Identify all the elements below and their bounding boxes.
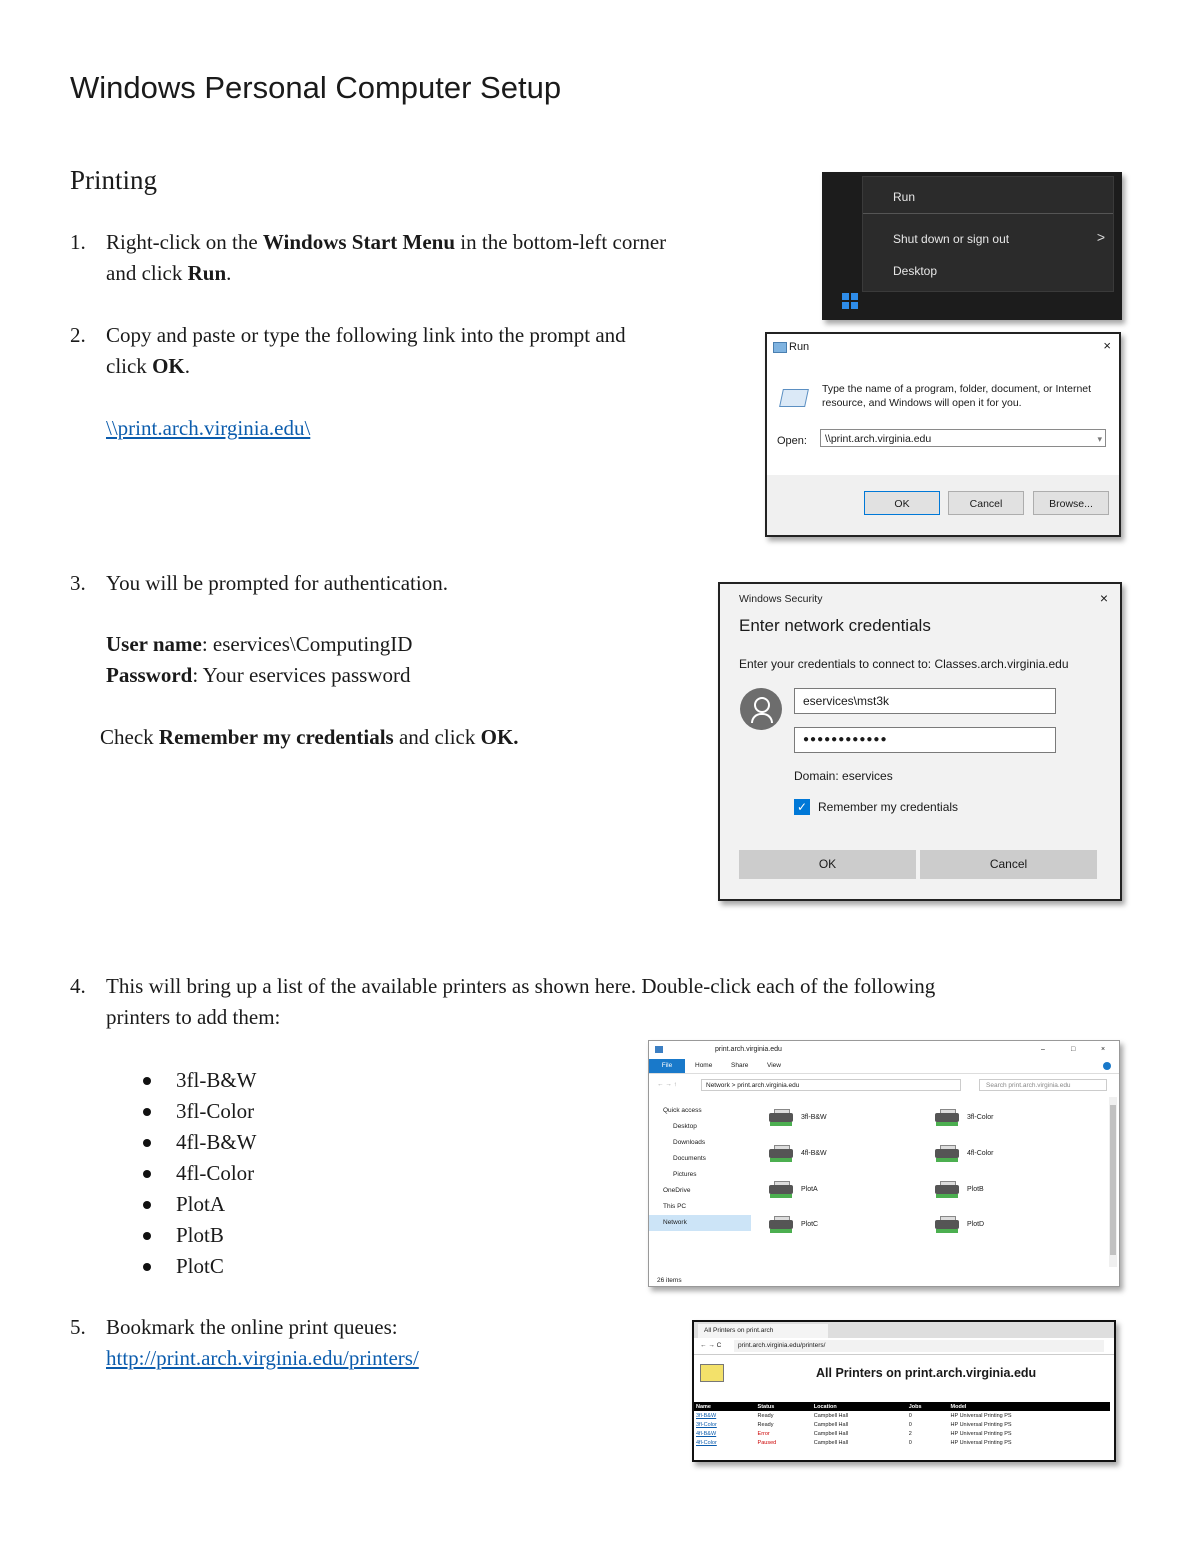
tab-share[interactable]: Share (731, 1062, 749, 1069)
table-row (694, 1411, 1110, 1420)
printer-item[interactable] (767, 1212, 907, 1238)
navigation-pane (649, 1103, 751, 1231)
maximize-icon[interactable]: □ (1071, 1046, 1076, 1053)
ribbon-tabs (649, 1059, 1119, 1074)
dialog-caption: Windows Security (739, 593, 823, 605)
close-icon[interactable]: × (1103, 338, 1111, 353)
column-header: Model (949, 1402, 1110, 1411)
open-label: Open: (777, 435, 807, 447)
open-input[interactable] (820, 429, 1106, 447)
column-header: Status (756, 1402, 812, 1411)
address-bar (649, 1077, 1119, 1093)
printer-link[interactable]: 3fl-B&W (696, 1412, 717, 1419)
step-number: 3. (70, 571, 86, 595)
printer-link[interactable]: 4fl-Color (696, 1439, 717, 1446)
tab-bar (694, 1322, 1114, 1338)
status-cell: Error (757, 1430, 770, 1437)
text: click (106, 354, 153, 378)
text: and click (393, 725, 481, 749)
ok-button[interactable]: OK (864, 491, 940, 515)
bold-text: OK (152, 354, 185, 378)
printer-list (141, 1065, 256, 1282)
cancel-button[interactable]: Cancel (920, 850, 1097, 879)
nav-item-network[interactable]: Network (649, 1215, 751, 1231)
table-header-row (694, 1402, 1110, 1411)
chevron-down-icon[interactable]: ▾ (1097, 434, 1102, 444)
model-cell: HP Universal Printing PS (950, 1421, 1012, 1428)
step-5 (70, 1312, 630, 1374)
back-forward-icon[interactable]: ← → ↑ (657, 1081, 677, 1088)
step-2 (70, 320, 750, 450)
security-dialog-screenshot (718, 582, 1122, 901)
location-cell: Campbell Hall (813, 1421, 849, 1428)
scrollbar[interactable] (1109, 1097, 1117, 1267)
browser-tab[interactable]: All Printers on print.arch (698, 1324, 828, 1338)
explorer-screenshot (648, 1040, 1120, 1287)
text: and click (106, 261, 188, 285)
printer-label: 4fl-Color (967, 1150, 994, 1157)
cancel-button[interactable]: Cancel (948, 491, 1024, 515)
bold-text: User name (106, 632, 202, 656)
bold-text: Password (106, 663, 193, 687)
page-title: Windows Personal Computer Setup (70, 70, 562, 105)
step-3 (70, 568, 690, 758)
printer-icon (767, 1181, 795, 1199)
minimize-icon[interactable]: – (1041, 1046, 1045, 1053)
tab-view[interactable]: View (767, 1062, 781, 1069)
printer-link[interactable]: 3fl-Color (696, 1421, 717, 1428)
step-text: You will be prompted for authentication. (106, 571, 448, 595)
printer-item[interactable] (767, 1177, 907, 1203)
table-row (694, 1429, 1110, 1438)
list-item: 4fl-Color (141, 1158, 256, 1189)
printer-icon (933, 1145, 961, 1163)
bold-text: Windows Start Menu (262, 230, 456, 254)
column-header: Name (694, 1402, 756, 1411)
section-title-printing: Printing (70, 165, 158, 195)
password-instruction (106, 660, 411, 691)
nav-item-this-pc[interactable]: This PC (663, 1203, 687, 1210)
status-bar: 26 items (657, 1277, 682, 1284)
printer-item[interactable] (767, 1105, 907, 1131)
printer-item[interactable] (933, 1105, 1073, 1131)
browser-screenshot (692, 1320, 1116, 1462)
status-cell: Ready (757, 1412, 774, 1419)
dialog-heading: Enter network credentials (739, 616, 931, 635)
printer-logo-icon (700, 1364, 724, 1382)
title-bar (649, 1041, 1119, 1059)
window-title: print.arch.virginia.edu (715, 1046, 782, 1053)
ok-button[interactable]: OK (739, 850, 916, 879)
printer-item[interactable] (767, 1141, 907, 1167)
table-row (694, 1420, 1110, 1429)
text: in the bottom-left corner (455, 230, 667, 254)
step-number: 4. (70, 974, 86, 998)
model-cell: HP Universal Printing PS (950, 1439, 1012, 1446)
jobs-cell: 2 (908, 1430, 912, 1437)
menu-divider (863, 213, 1113, 214)
printer-label: PlotA (801, 1186, 818, 1193)
text: . (226, 261, 232, 285)
status-cell: Ready (757, 1421, 774, 1428)
step-text: This will bring up a list of the available printers as shown here. Double-click each of the following (106, 974, 936, 998)
username-field[interactable]: eservices\mst3k (794, 688, 1056, 714)
list-item: PlotB (141, 1220, 256, 1251)
column-header: Location (812, 1402, 907, 1411)
step-text: Copy and paste or type the following link into the prompt and (106, 323, 626, 347)
nav-item-desktop[interactable]: Desktop (673, 1123, 697, 1130)
printer-label: 3fl-B&W (801, 1114, 827, 1121)
chevron-right-icon: > (1096, 229, 1105, 245)
run-dialog-screenshot (765, 332, 1121, 537)
windows-logo-icon[interactable] (842, 293, 858, 309)
printer-item[interactable] (933, 1212, 1073, 1238)
text: : Your eservices password (192, 663, 411, 687)
step-text: printers to add them: (106, 1005, 281, 1029)
text: Check (100, 725, 159, 749)
tab-file[interactable]: File (649, 1059, 685, 1073)
help-icon[interactable] (1103, 1062, 1111, 1070)
step-number: 1. (70, 230, 86, 254)
list-item: 3fl-Color (141, 1096, 256, 1127)
run-program-icon (779, 389, 809, 407)
scrollbar-thumb[interactable] (1110, 1105, 1116, 1255)
text: Right-click on the (106, 230, 263, 254)
check-instruction (100, 722, 519, 753)
list-item: PlotC (141, 1251, 256, 1282)
printer-item[interactable] (933, 1177, 1073, 1203)
printer-label: PlotD (967, 1221, 985, 1228)
list-item: 4fl-B&W (141, 1127, 256, 1158)
text: . (184, 354, 190, 378)
back-forward-icon[interactable]: ← → C (700, 1342, 722, 1349)
printer-icon (767, 1109, 795, 1127)
printer-label: PlotC (801, 1221, 819, 1228)
start-menu-screenshot (822, 172, 1122, 320)
dialog-description: Type the name of a program, folder, document, or Internet resource, and Windows will open it for you. (822, 383, 1092, 409)
printer-icon (767, 1145, 795, 1163)
close-icon[interactable]: × (1099, 590, 1108, 606)
password-field[interactable]: ●●●●●●●●●●●● (794, 727, 1056, 753)
printer-icon (767, 1216, 795, 1234)
printer-link[interactable]: 4fl-B&W (696, 1430, 717, 1437)
remember-checkbox[interactable]: ✓ (794, 799, 810, 815)
step-text (106, 258, 231, 289)
folder-icon (655, 1046, 663, 1053)
step-text (106, 227, 666, 258)
step-number: 2. (70, 323, 86, 347)
column-header: Jobs (907, 1402, 949, 1411)
browse-button[interactable]: Browse... (1033, 491, 1109, 515)
context-menu (862, 176, 1114, 292)
address-input[interactable]: Network > print.arch.virginia.edu (701, 1079, 961, 1091)
dialog-footer (767, 475, 1119, 535)
jobs-cell: 0 (908, 1412, 912, 1419)
bold-text: Remember my credentials (158, 725, 394, 749)
location-cell: Campbell Hall (813, 1412, 849, 1419)
remember-label[interactable]: Remember my credentials (818, 800, 959, 814)
nav-item-documents[interactable]: Documents (673, 1155, 706, 1162)
tab-home[interactable]: Home (695, 1062, 713, 1069)
run-icon (773, 342, 787, 353)
menu-item-shutdown[interactable]: Shut down or sign out (893, 232, 1010, 246)
nav-item-pictures[interactable]: Pictures (673, 1171, 697, 1178)
bold-text: OK. (480, 725, 519, 749)
nav-item-downloads[interactable]: Downloads (673, 1139, 706, 1146)
user-avatar-icon (740, 688, 782, 730)
title-bar (767, 334, 1119, 360)
step-number: 5. (70, 1315, 86, 1339)
close-icon[interactable]: × (1101, 1046, 1106, 1053)
dialog-title: Run (789, 341, 810, 353)
dialog-prompt: Enter your credentials to connect to: Classes.arch.virginia.edu (739, 657, 1069, 671)
page-heading: All Printers on print.arch.virginia.edu (816, 1366, 1037, 1380)
nav-item-quick-access[interactable]: Quick access (663, 1107, 702, 1114)
status-cell: Paused (757, 1439, 777, 1446)
search-input[interactable]: Search print.arch.virginia.edu (979, 1079, 1107, 1091)
location-cell: Campbell Hall (813, 1430, 849, 1437)
printer-label: PlotB (967, 1186, 984, 1193)
menu-item-desktop[interactable]: Desktop (893, 264, 938, 278)
printer-label: 4fl-B&W (801, 1150, 827, 1157)
username-instruction (106, 629, 412, 660)
printer-icon (933, 1216, 961, 1234)
table-row (694, 1438, 1110, 1447)
open-input-value: \\print.arch.virginia.edu (825, 433, 932, 445)
domain-label: Domain: eservices (794, 769, 893, 783)
printer-item[interactable] (933, 1141, 1073, 1167)
jobs-cell: 0 (908, 1421, 912, 1428)
nav-item-onedrive[interactable]: OneDrive (663, 1187, 691, 1194)
url-bar (694, 1338, 1114, 1355)
printer-label: 3fl-Color (967, 1114, 994, 1121)
menu-item-run[interactable]: Run (893, 190, 916, 204)
text: : eservices\ComputingID (201, 632, 413, 656)
printer-icon (933, 1181, 961, 1199)
list-item: PlotA (141, 1189, 256, 1220)
print-server-link[interactable]: \\print.arch.virginia.edu\ (106, 416, 311, 440)
list-item: 3fl-B&W (141, 1065, 256, 1096)
bold-text: Run (187, 261, 227, 285)
step-text (106, 351, 190, 382)
jobs-cell: 0 (908, 1439, 912, 1446)
print-queues-link[interactable]: http://print.arch.virginia.edu/printers/ (106, 1346, 419, 1370)
model-cell: HP Universal Printing PS (950, 1412, 1012, 1419)
step-1 (70, 227, 770, 289)
printer-icon (933, 1109, 961, 1127)
location-cell: Campbell Hall (813, 1439, 849, 1446)
step-text: Bookmark the online print queues: (106, 1315, 398, 1339)
model-cell: HP Universal Printing PS (950, 1430, 1012, 1437)
url-input[interactable]: print.arch.virginia.edu/printers/ (734, 1340, 1104, 1352)
printer-table (694, 1402, 1110, 1447)
